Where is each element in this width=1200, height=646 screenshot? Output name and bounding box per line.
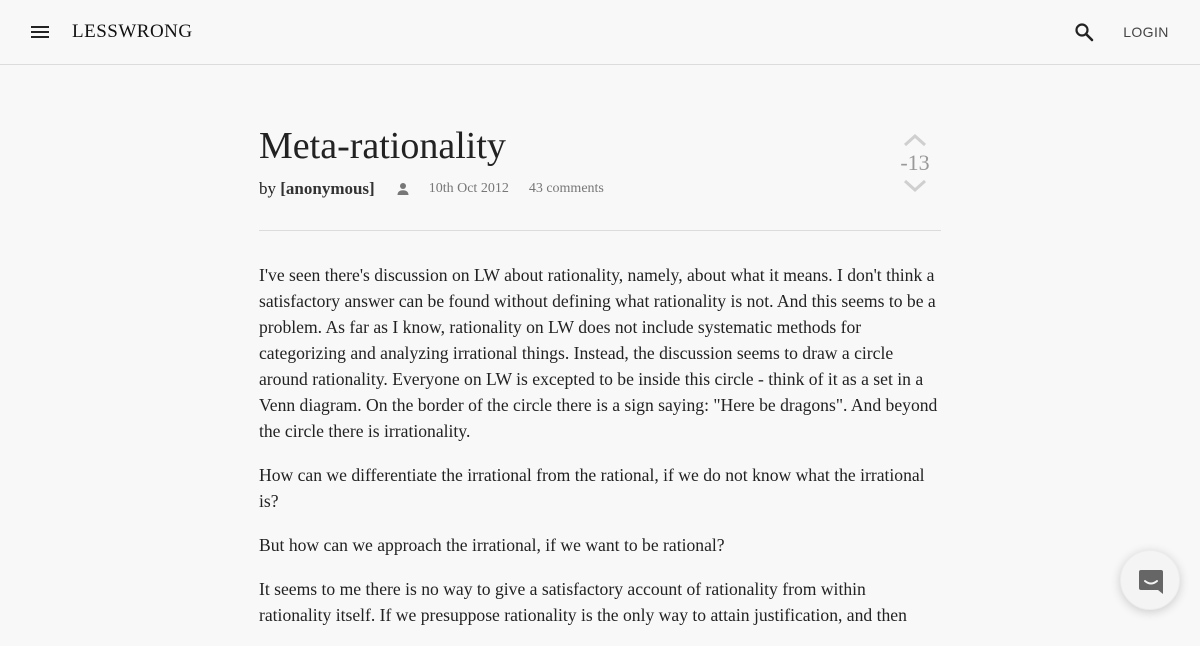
search-icon[interactable] (1072, 20, 1096, 44)
vote-score: -13 (900, 150, 930, 175)
body-paragraph-3: But how can we approach the irrational, if we want to be rational? (259, 535, 725, 555)
site-title[interactable]: LESSWRONG (72, 21, 193, 42)
menu-icon[interactable] (28, 20, 52, 44)
user-icon (395, 181, 411, 197)
title-divider (259, 230, 941, 231)
author-link[interactable]: [anonymous] (280, 179, 375, 198)
post-date: 10th Oct 2012 (428, 181, 509, 196)
post-title: Meta-rationality (259, 125, 506, 167)
body-paragraph-1: I've seen there's discussion on LW about rationality, namely, about what it means. I don't think a satisfactory answer can be found without defining what rationality is not. And this seems to be a problem. As far as I know, rationality on LW does not include systematic methods for categorizing and analyzing irrational things. Instead, the discussion seems to draw a circle around rationality. Everyone on LW is excepted to be inside this circle - think of it as a set in a Venn diagram. On the border of the circle there is a sign saying: "Here be dragons". And beyond the circle there is irrationality. (259, 265, 938, 441)
post-body (259, 262, 941, 646)
top-header (0, 0, 1200, 65)
login-button[interactable]: LOGIN (1123, 24, 1169, 40)
vote-widget (885, 130, 945, 196)
byline (259, 179, 375, 199)
chat-button[interactable] (1120, 550, 1180, 610)
comments-link[interactable]: 43 comments (528, 181, 604, 196)
body-paragraph-2: How can we differentiate the irrational from the rational, if we do not know what the irrational is? (259, 465, 925, 511)
upvote-icon[interactable] (901, 130, 929, 150)
byline-prefix: by (259, 179, 276, 198)
body-paragraph-4: It seems to me there is no way to give a satisfactory account of rationality from within rationality itself. If we presuppose rationality is the only way to attain justification, and then (259, 579, 907, 625)
chat-bubble-icon (1136, 566, 1166, 596)
downvote-icon[interactable] (901, 176, 929, 196)
post-meta (259, 178, 604, 200)
